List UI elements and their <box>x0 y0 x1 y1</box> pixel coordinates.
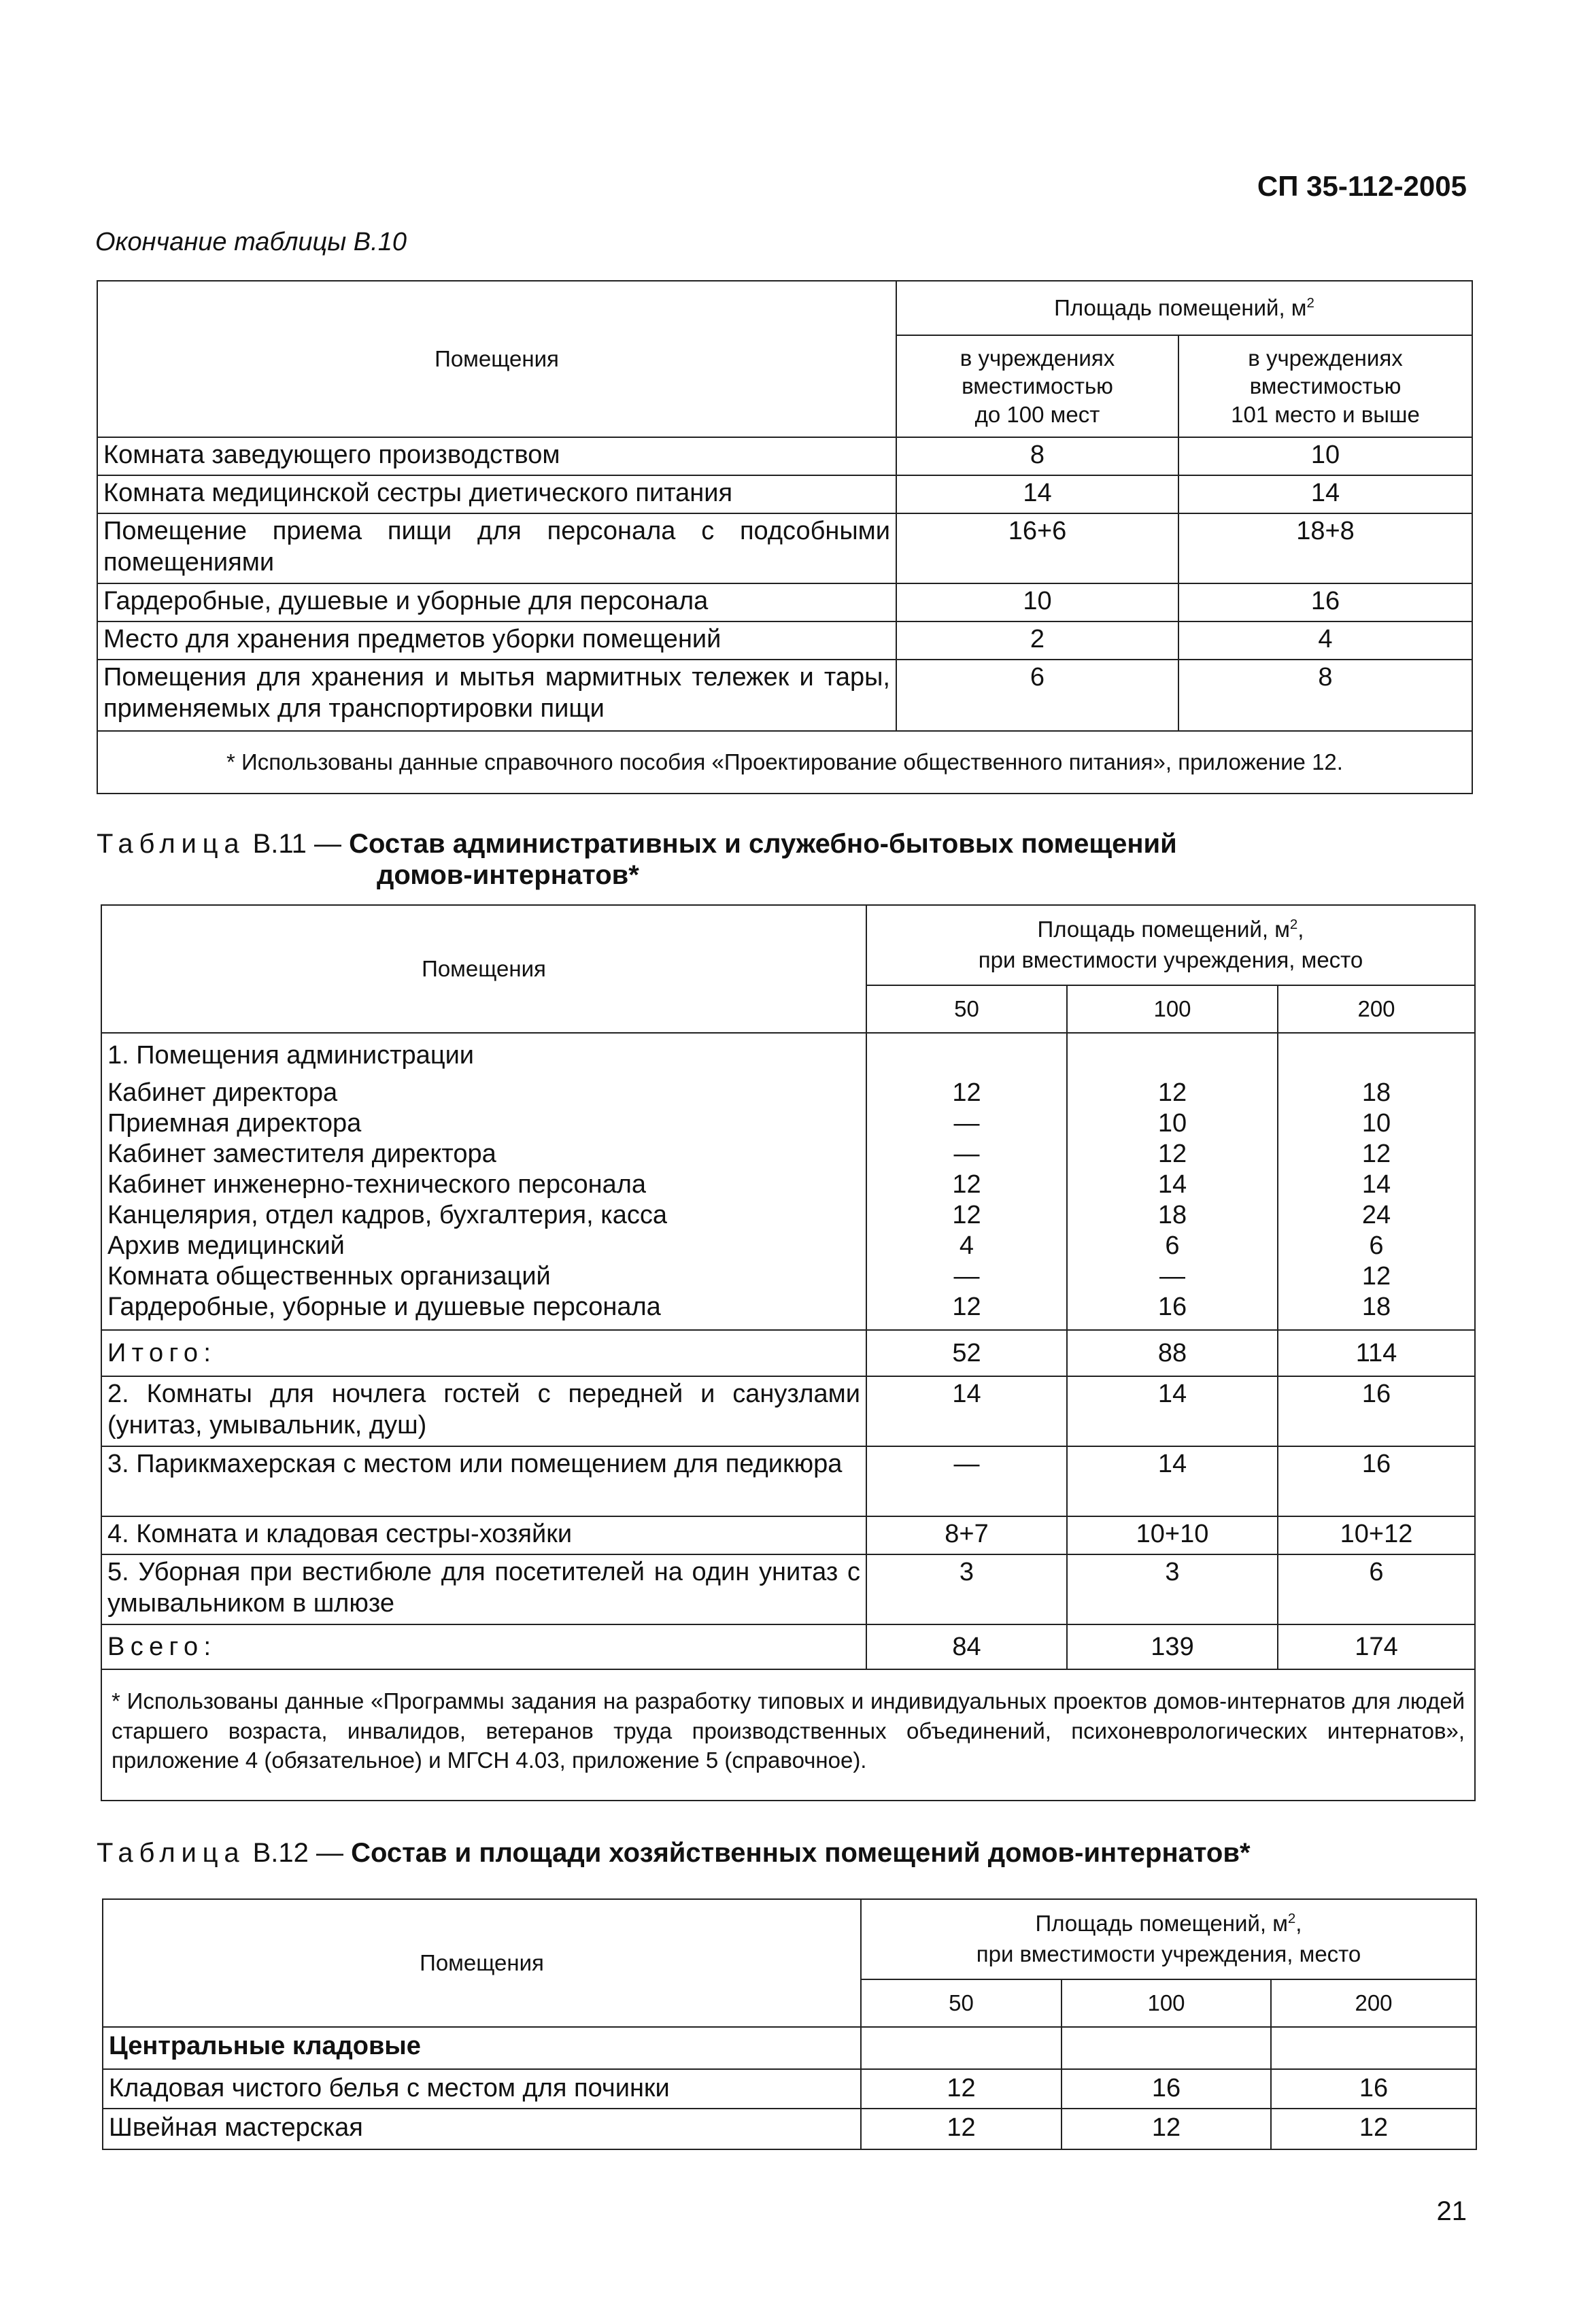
table-row: Гардеробные, душевые и уборные для персонала 10 16 <box>97 583 1472 621</box>
table-b10 <box>97 280 1473 794</box>
section-title: Центральные кладовые <box>103 2027 861 2069</box>
section-row <box>103 2027 1476 2069</box>
table-row: Кладовая чистого белья с местом для починки 12 16 16 <box>103 2069 1476 2109</box>
table-footnote: * Использованы данные «Программы задания на разработку типовых и индивидуальных проектов домов-интернатов для людей старшего возраста, инвалидов, ветеранов труда производственных объединений, психоневрологических интернатов», приложение 4 (обязательное) и МГСН 4.03, приложение 5 (справочное). <box>101 1669 1475 1801</box>
header-area: Площадь помещений, $м^2$ <box>896 281 1472 335</box>
document-code: СП 35-112-2005 <box>1257 170 1467 202</box>
table-row: 2. Комнаты для ночлега гостей с передней и санузлами (унитаз, умывальник, душ) 14 14 16 <box>101 1376 1475 1446</box>
header-capacity-up-to-100: в учреждениях вместимостью до 100 мест <box>896 335 1178 437</box>
table-row: Комната заведующего производством 8 10 <box>97 437 1472 475</box>
header-capacity-100: 100 <box>1067 985 1278 1033</box>
header-rooms: Помещения <box>103 1899 861 2027</box>
table-b12 <box>102 1898 1477 2150</box>
table-b11-caption: Таблица В.11 — Состав административных и служебно-бытовых помещений домов-интернатов* <box>97 829 1177 890</box>
section-administration: 1. Помещения администрации Кабинет директора Приемная директора Кабинет заместителя директора Кабинет инженерно-технического персонала Канцелярия, отдел кадров, бухгалтерия, касса Архив медицинский Комната общественных организаций Гардеробные, уборные и душевые персонала 12 — — 12 12 4 — 12 12 10 12 14 18 6 — 16 18 10 12 14 24 6 12 18 <box>101 1033 1475 1330</box>
table-footnote: * Использованы данные справочного пособия «Проектирование общественного питания», приложение 12. <box>97 731 1472 794</box>
table-row: 5. Уборная при вестибюле для посетителей на один унитаз с умывальником в шлюзе 3 3 6 <box>101 1554 1475 1624</box>
header-rooms: Помещения <box>101 905 866 1033</box>
header-rooms: Помещения <box>97 281 896 437</box>
header-capacity-100: 100 <box>1062 1979 1271 2027</box>
table-row: Помещение приема пищи для персонала с подсобными помещениями 16+6 18+8 <box>97 513 1472 583</box>
header-capacity-101-and-more: в учреждениях вместимостью 101 место и выше <box>1178 335 1472 437</box>
subtotal-row: Итого: 52 88 114 <box>101 1330 1475 1376</box>
page-number: 21 <box>1436 2196 1467 2226</box>
header-area: Площадь помещений, $м^2$, при вместимости учреждения, место <box>866 905 1475 985</box>
table-row: Швейная мастерская 12 12 12 <box>103 2109 1476 2149</box>
table-row: Место для хранения предметов уборки помещений 2 4 <box>97 621 1472 660</box>
header-area: Площадь помещений, $м^2$, при вместимости учреждения, место <box>861 1899 1476 1979</box>
header-capacity-50: 50 <box>861 1979 1062 2027</box>
header-capacity-200: 200 <box>1278 985 1475 1033</box>
table-row: 3. Парикмахерская с местом или помещением для педикюра — 14 16 <box>101 1446 1475 1516</box>
header-capacity-200: 200 <box>1271 1979 1476 2027</box>
table-b11 <box>101 904 1476 1801</box>
table-row: Помещения для хранения и мытья мармитных тележек и тары, применяемых для транспортировки пищи 6 8 <box>97 660 1472 731</box>
table-b12-caption: Таблица В.12 — Состав и площади хозяйственных помещений домов-интернатов* <box>97 1838 1251 1868</box>
table-continuation-label: Окончание таблицы В.10 <box>95 228 407 256</box>
table-row: Комната медицинской сестры диетического питания 14 14 <box>97 475 1472 513</box>
header-capacity-50: 50 <box>866 985 1067 1033</box>
total-row: Всего: 84 139 174 <box>101 1624 1475 1669</box>
table-row: 4. Комната и кладовая сестры-хозяйки 8+7 10+10 10+12 <box>101 1516 1475 1554</box>
section-title: 1. Помещения администрации <box>107 1041 475 1070</box>
